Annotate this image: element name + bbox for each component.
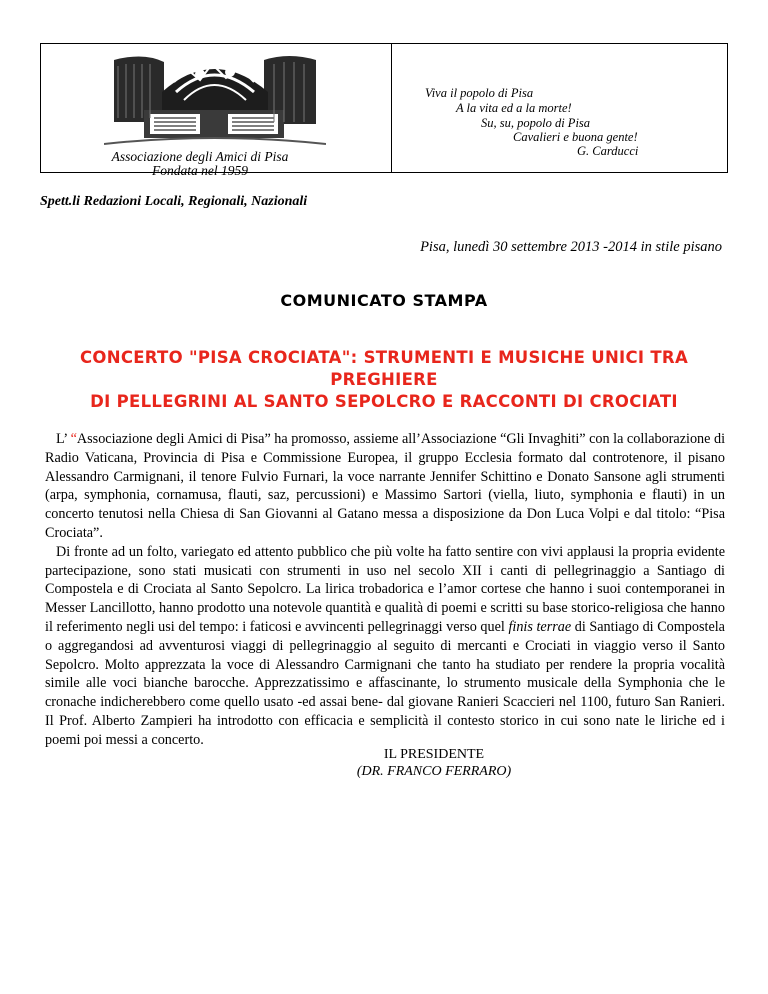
letterhead-box bbox=[40, 43, 728, 178]
headline-line-1: CONCERTO "PISA CROCIATA": STRUMENTI E MUSICHE UNICI TRA PREGHIERE bbox=[79, 348, 689, 389]
opening-quote: “ bbox=[70, 431, 77, 447]
section-title: COMUNICATO STAMPA bbox=[280, 291, 488, 310]
paragraph-lead: L’ bbox=[56, 431, 68, 447]
body-paragraph-2 bbox=[45, 543, 725, 750]
paragraph-1-text: Associazione degli Amici di Pisa” ha promosso, assieme all’Associazione “Gli Invaghiti” con la collaborazione di Radio Vaticana, Provincia di Pisa e Commissione Europea, il gruppo Ecclesia formato dal controtenore, il pisano Alessandro Carmignani, il tenore Fulvio Furnari, la voce narrante Jennifer Schittino e Donato Sansone agli strumenti (arpa, symphonia, cornamusa, flauti, saz, percussioni) e Massimo Sartori (viella, liuto, symphonia e flauti) in un concerto tenutosi nella Chiesa di San Giovanni al Gatano messa a disposizione da Don Luca Volpi e dal titolo: “Pisa Crociata”. bbox=[45, 431, 726, 541]
header-divider bbox=[391, 44, 392, 172]
poem-line-3: Su, su, popolo di Pisa bbox=[481, 116, 591, 130]
body-paragraph-1 bbox=[45, 430, 725, 543]
press-body bbox=[45, 430, 725, 750]
logo-illustration bbox=[104, 56, 326, 144]
association-founded: Fondata nel 1959 bbox=[152, 163, 248, 178]
poem-line-4: Cavalieri e buona gente! bbox=[513, 130, 638, 144]
paragraph-2-italic: finis terrae bbox=[508, 618, 572, 635]
poem-author: G. Carducci bbox=[577, 144, 639, 158]
headline-line-2: DI PELLEGRINI AL SANTO SEPOLCRO E RACCONTI DI CROCIATI bbox=[90, 392, 678, 411]
signature-block bbox=[339, 746, 529, 780]
recipients: Spett.li Redazioni Locali, Regionali, Nazionali bbox=[40, 194, 308, 209]
signature-name: (DR. FRANCO FERRARO) bbox=[356, 764, 512, 779]
paragraph-2-text-b: di Santiago di Compostela o aggregandosi ad avventurosi viaggi di pellegrinaggio al seguito di mercanti e Crociati in viaggio verso il Santo Sepolcro. Molto apprezzata la voce di Alessandro Carmignani che tanto ha studiato per rendere la propria vocalità simile alle voci bianche barocche. Apprezzatissimo e affascinante, lo strumento musicale della Symphonia che le cronache indicherebbero come quello usato -ed assai bene- dal giovane Ranieri Scaccieri nel 1100, futuro San Ranieri. Il Prof. Alberto Zampieri ha introdotto con efficacia e semplicità il contesto storico in cui sono nate le liriche ed i poemi poi messi a concerto. bbox=[45, 618, 725, 748]
poem-line-2: A la vita ed a la morte! bbox=[456, 101, 572, 115]
association-logo bbox=[104, 52, 326, 164]
poem-line-1: Viva il popolo di Pisa bbox=[425, 86, 534, 100]
signature-title: IL PRESIDENTE bbox=[383, 747, 485, 762]
association-name: Associazione degli Amici di Pisa bbox=[111, 149, 289, 164]
press-headline bbox=[60, 347, 708, 413]
paragraph-2-text-a: Di fronte ad un folto, variegato ed attento pubblico che più volte ha fatto sentire con vivi applausi la propria evidente partecipazione, sono stati musicati con strumenti in uso nel secolo XII i canti di pellegrinaggio a Santiago di Compostela e di Crociata al Santo Sepolcro. La lirica trobadorica e l’amor cortese che hanno i suoi contemporanei in Messer Lancillotto, hanno prodotto una notevole quantità e qualità di poemi e scritti su base storico-religiosa che hanno il referimento negli usi del tempo: i faticosi e avvincenti pellegrinaggi verso quel bbox=[45, 543, 725, 635]
place-date: Pisa, lunedì 30 settembre 2013 -2014 in stile pisano bbox=[420, 239, 722, 255]
